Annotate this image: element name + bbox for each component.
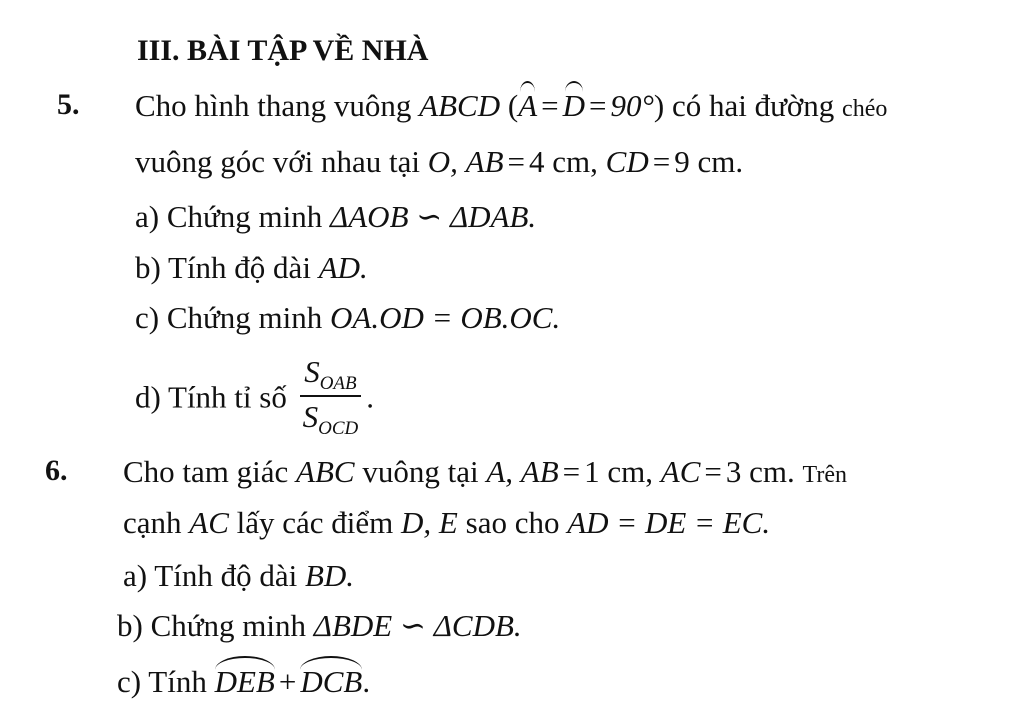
triangle-abc: ABC <box>296 454 355 489</box>
problem-6-statement-line2 <box>123 507 770 538</box>
equals-sign: = <box>541 88 559 123</box>
part-math: ΔAOB ∽ ΔDAB. <box>330 199 537 234</box>
angle-a: A <box>518 88 538 123</box>
area-symbol: S <box>302 399 319 435</box>
area-ratio-fraction <box>299 356 363 438</box>
area-symbol: S <box>304 354 320 389</box>
problem-6-mid: vuông tại <box>362 454 479 489</box>
equal-segments: AD = DE = EC. <box>567 505 771 540</box>
triangle-ocd: OCD <box>318 418 359 440</box>
value-ab: 1 cm, <box>584 454 654 489</box>
problem-6-tail-small: Trên <box>802 462 847 488</box>
part-label: a) Chứng minh <box>135 199 323 234</box>
paren-open: ( <box>507 88 519 123</box>
vertex-a: A, <box>486 454 514 489</box>
problem-6-text1: cạnh <box>123 505 182 540</box>
part-label: c) Tính <box>117 664 207 699</box>
problem-6-part-c <box>117 666 370 697</box>
equals-sign: = <box>652 144 671 179</box>
problem-6-text2: lấy các điểm <box>236 505 394 540</box>
fraction-denominator <box>299 397 363 438</box>
angle-value: 90° <box>610 88 654 123</box>
problem-5-tail: có hai đường <box>671 88 835 123</box>
part-label: b) Chứng minh <box>117 608 307 643</box>
equals-sign: = <box>704 454 722 489</box>
problem-6-part-b <box>117 610 522 641</box>
problem-5-text2: vuông góc với nhau tại <box>135 144 421 179</box>
part-label: a) Tính độ dài <box>123 558 298 593</box>
part-math: BD. <box>304 558 355 593</box>
period: . <box>366 379 374 415</box>
angle-d: D <box>562 88 585 123</box>
problem-6-text: Cho tam giác <box>123 454 289 489</box>
period: . <box>362 664 371 699</box>
part-math: OA.OD = OB.OC. <box>330 300 561 335</box>
equals-sign: = <box>562 454 581 489</box>
value-cd: 9 cm. <box>674 144 744 179</box>
fraction-numerator <box>300 356 360 397</box>
value-ac: 3 cm. <box>725 454 795 489</box>
part-math: ΔBDE ∽ ΔCDB. <box>313 608 522 643</box>
problem-6-part-a <box>123 560 354 591</box>
problem-5-tail-small: chéo <box>842 96 888 122</box>
value-ab: 4 cm, <box>529 144 598 179</box>
problem-6-number: 6. <box>45 454 68 487</box>
part-label: d) Tính tỉ số <box>135 379 287 415</box>
paren-close: ) <box>653 88 665 123</box>
problem-6-statement-line1 <box>123 456 847 487</box>
problem-5-text: Cho hình thang vuông <box>135 88 412 123</box>
segment-cd: CD <box>605 144 649 179</box>
angle-dcb: DCB <box>300 664 363 699</box>
part-label: c) Chứng minh <box>135 300 323 335</box>
angle-deb: DEB <box>214 664 275 699</box>
problem-5-figure: ABCD <box>419 88 501 123</box>
problem-5-statement-line1 <box>135 90 887 121</box>
part-label: b) Tính độ dài <box>135 250 311 285</box>
section-title: III. BÀI TẬP VỀ NHÀ <box>137 34 429 67</box>
points-d-e: D, E <box>401 505 458 540</box>
point-o: O, <box>427 144 458 179</box>
problem-5-part-c <box>135 302 560 333</box>
problem-5-part-a <box>135 201 536 232</box>
segment-ac: AC <box>189 505 229 540</box>
problem-5-number: 5. <box>57 88 80 121</box>
problem-5-statement-line2 <box>135 146 743 177</box>
triangle-oab: OAB <box>319 373 357 395</box>
segment-ab: AB <box>465 144 504 179</box>
segment-ac: AC <box>660 454 701 489</box>
problem-6-text3: sao cho <box>465 505 560 540</box>
part-math: AD. <box>318 250 368 285</box>
equals-sign: = <box>507 144 526 179</box>
segment-ab: AB <box>520 454 559 489</box>
plus-sign: + <box>278 664 297 699</box>
problem-5-part-d <box>135 356 374 438</box>
equals-sign: = <box>589 88 607 123</box>
problem-5-part-b <box>135 252 368 283</box>
